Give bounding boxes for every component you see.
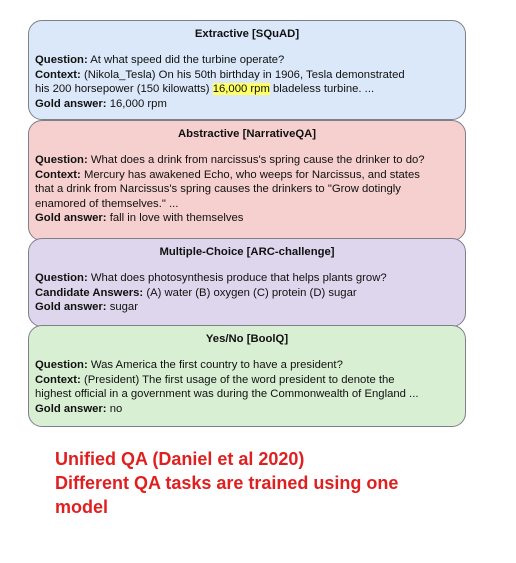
question-label: Question: — [35, 154, 88, 167]
question-text: What does photosynthesis produce that helps plants grow? — [90, 272, 387, 285]
gold-answer-text: fall in love with themselves — [109, 212, 244, 225]
question-line — [35, 358, 459, 372]
context-text: (Nikola_Tesla) On his 50th birthday in 1906, Tesla demonstrated — [83, 68, 405, 81]
question-line — [35, 153, 459, 167]
caption-line: Unified QA (Daniel et al 2020) — [55, 449, 305, 469]
abstractive-narrativeqa-box — [28, 120, 466, 241]
candidate-answers-line — [35, 286, 459, 300]
gold-answer-text: no — [109, 402, 123, 415]
context-label: Context: — [35, 168, 81, 181]
question-label: Question: — [35, 359, 88, 372]
question-label: Question: — [35, 54, 88, 67]
context-line: that a drink from Narcissus's spring causes the drinkers to "Grow dotingly — [35, 183, 401, 196]
candidate-answers-label: Candidate Answers: — [35, 286, 144, 299]
answer-highlight: 16,000 rpm — [212, 83, 270, 96]
gold-answer-text: 16,000 rpm — [109, 97, 167, 110]
gold-answer-line — [35, 300, 459, 314]
gold-answer-label: Gold answer: — [35, 402, 107, 415]
question-text: Was America the first country to have a president? — [90, 359, 343, 372]
context-line: highest official in a government was during the Commonwealth of England ... — [35, 388, 419, 401]
unified-qa-caption — [55, 447, 398, 519]
multiple-choice-arc-box — [28, 238, 466, 327]
yes-no-boolq-box — [28, 325, 466, 427]
context-text: Mercury has awakened Echo, who weeps for Narcissus, and states — [83, 168, 420, 181]
question-text: What does a drink from narcissus's spring cause the drinker to do? — [90, 154, 425, 167]
gold-answer-label: Gold answer: — [35, 212, 107, 225]
caption-line: model — [55, 497, 109, 517]
box-title: Abstractive [NarrativeQA] — [177, 128, 317, 140]
context-line: enamored of themselves." ... — [35, 197, 179, 210]
question-line — [35, 53, 459, 67]
context-label: Context: — [35, 373, 81, 386]
caption-line: Different QA tasks are trained using one — [55, 473, 399, 493]
context-line — [35, 82, 459, 96]
context-line — [35, 168, 459, 182]
gold-answer-line — [35, 211, 459, 225]
question-text: At what speed did the turbine operate? — [90, 54, 285, 67]
gold-answer-line — [35, 97, 459, 111]
candidate-answers-text: (A) water (B) oxygen (C) protein (D) sugar — [146, 286, 357, 299]
gold-answer-label: Gold answer: — [35, 301, 107, 314]
box-title: Multiple-Choice [ARC-challenge] — [159, 246, 335, 258]
question-label: Question: — [35, 272, 88, 285]
context-line — [35, 68, 459, 82]
question-line — [35, 271, 459, 285]
context-text: bladeless turbine. ... — [269, 83, 375, 96]
gold-answer-text: sugar — [109, 301, 138, 314]
box-title: Yes/No [BoolQ] — [205, 333, 289, 345]
context-text: his 200 horsepower (150 kilowatts) — [35, 83, 213, 96]
gold-answer-line — [35, 402, 459, 416]
context-label: Context: — [35, 68, 81, 81]
context-text: (President) The first usage of the word president to denote the — [83, 373, 395, 386]
gold-answer-label: Gold answer: — [35, 97, 107, 110]
context-line — [35, 373, 459, 387]
box-title: Extractive [SQuAD] — [194, 28, 300, 40]
extractive-squad-box — [28, 20, 466, 120]
